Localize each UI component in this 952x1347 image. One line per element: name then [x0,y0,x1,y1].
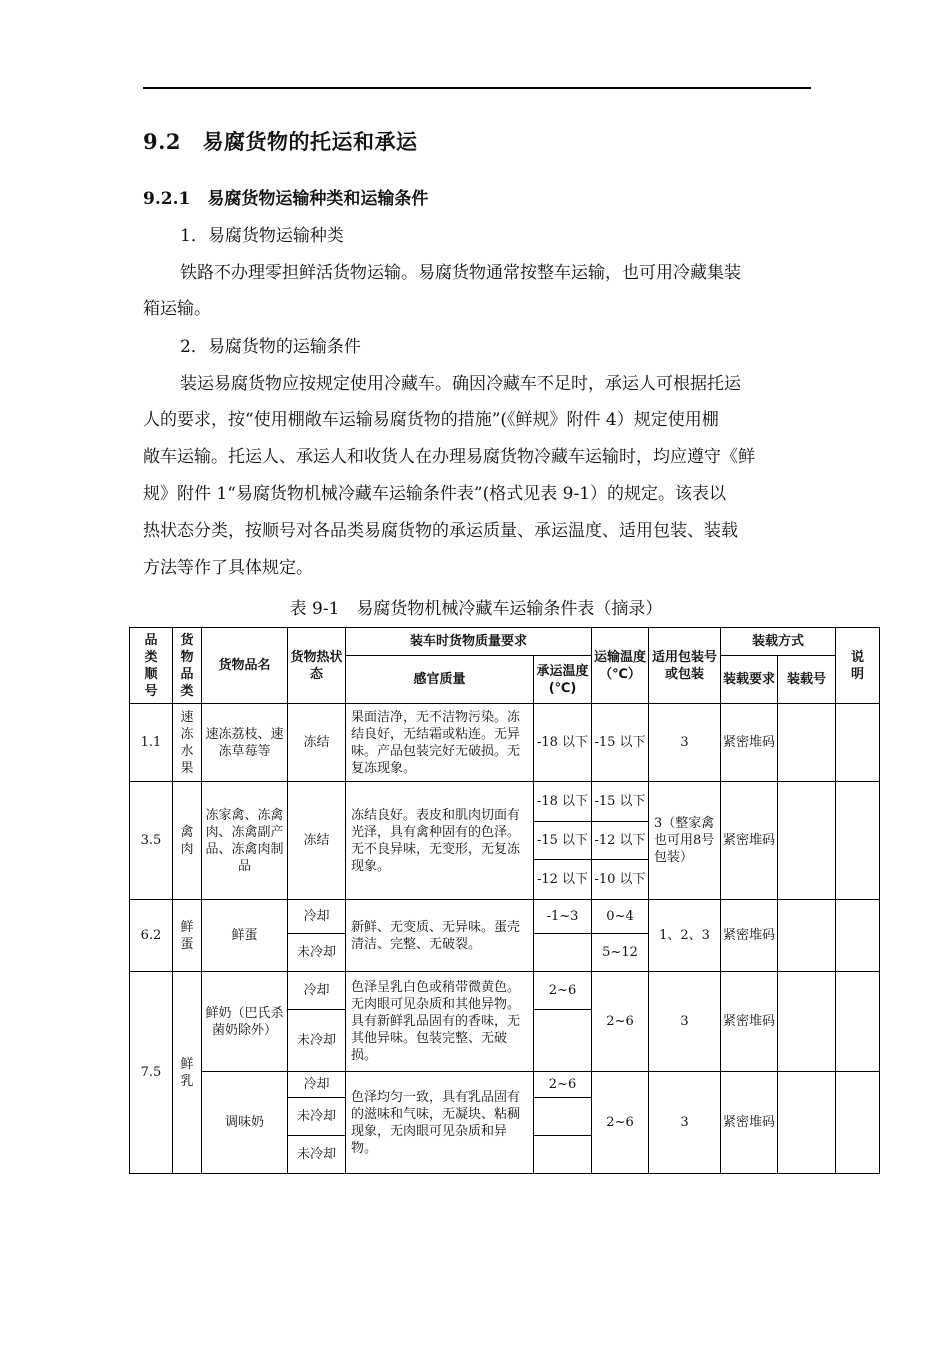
cell-transport-temp: 2~6 [592,972,649,1072]
cell-packaging: 3 [649,1072,721,1174]
cell-remark [836,900,880,972]
cell-category: 禽肉 [173,782,202,900]
cell-loading-req: 紧密堆码 [721,1072,778,1174]
paragraph: 1．易腐货物运输种类 [180,226,344,246]
cell-thermal: 未冷却 [288,1136,346,1174]
cell-accept-temp: 2~6 [534,972,592,1010]
header-transport-temp: 运输温度（℃） [592,628,649,704]
cell-loading-no [778,900,836,972]
cell-transport-temp: -15 以下 [592,782,649,822]
header-packaging: 适用包装号或包装 [649,628,721,704]
section-title: 9.2 易腐货物的托运和承运 [143,129,418,154]
cell-transport-temp: 5~12 [592,934,649,972]
cell-remark [836,1072,880,1174]
cell-sensory: 新鲜、无变质、无异味。蛋壳清洁、完整、无破裂。 [346,900,534,972]
cell-thermal: 冻结 [288,782,346,900]
cell-no: 6.2 [130,900,173,972]
subsection-title: 9.2.1 易腐货物运输种类和运输条件 [143,189,429,209]
cell-loading-req: 紧密堆码 [721,782,778,900]
cell-no: 3.5 [130,782,173,900]
cell-loading-req: 紧密堆码 [721,972,778,1072]
header-category: 货物品类 [173,628,202,704]
cell-transport-temp: -10 以下 [592,860,649,900]
cell-sensory: 果面洁净，无不洁物污染。冻结良好，无结霜或粘连。无异味。产品包装完好无破损。无复冻现象。 [346,704,534,782]
cell-name: 调味奶 [202,1072,288,1174]
cell-packaging: 1、2、3 [649,900,721,972]
cell-sensory: 冻结良好。表皮和肌肉切面有光泽，具有禽种固有的色泽。无不良异味，无变形，无复冻现象。 [346,782,534,900]
cell-accept-temp [534,934,592,972]
header-loading-group: 装载方式 [721,628,836,656]
cell-no: 7.5 [130,972,173,1174]
cell-name: 速冻荔枝、速冻草莓等 [202,704,288,782]
header-sensory: 感官质量 [346,656,534,704]
cell-no: 1.1 [130,704,173,782]
paragraph: 2．易腐货物的运输条件 [180,337,361,357]
paragraph: 人的要求，按“使用棚敞车运输易腐货物的措施”(《鲜规》附件 4）规定使用棚 [143,410,719,430]
cell-loading-no [778,782,836,900]
paragraph: 规》附件 1“易腐货物机械冷藏车运输条件表”(格式见表 9-1）的规定。该表以 [143,484,727,504]
cell-remark [836,782,880,900]
table-row [130,704,880,782]
header-accept-temp: 承运温度(℃) [534,656,592,704]
cell-category: 鲜蛋 [173,900,202,972]
cell-transport-temp: -12 以下 [592,822,649,860]
cell-thermal: 冷却 [288,900,346,934]
paragraph: 方法等作了具体规定。 [143,558,313,578]
header-row [130,628,880,656]
cell-accept-temp: 2~6 [534,1072,592,1098]
cell-transport-temp: 0~4 [592,900,649,934]
cell-name: 鲜蛋 [202,900,288,972]
cell-loading-req: 紧密堆码 [721,900,778,972]
cell-category: 速冻水果 [173,704,202,782]
cell-accept-temp: -18 以下 [534,782,592,822]
header-quality-group: 装车时货物质量要求 [346,628,592,656]
cell-sensory: 色泽均匀一致，具有乳品固有的滋味和气味，无凝块、粘稠现象，无肉眼可见杂质和异物。 [346,1072,534,1174]
cell-packaging: 3（整家禽也可用8号包装） [649,782,721,900]
header-category-no: 品类顺号 [130,628,173,704]
cell-loading-no [778,704,836,782]
cell-accept-temp: -12 以下 [534,860,592,900]
cell-remark [836,972,880,1072]
cell-transport-temp: -15 以下 [592,704,649,782]
cell-thermal: 冻结 [288,704,346,782]
cell-category: 鲜乳 [173,972,202,1174]
cell-accept-temp [534,1136,592,1174]
cell-thermal: 冷却 [288,1072,346,1098]
table-row [130,782,880,822]
cell-name: 鲜奶（巴氏杀菌奶除外） [202,972,288,1072]
paragraph: 铁路不办理零担鲜活货物运输。易腐货物通常按整车运输，也可用冷藏集装 [180,263,741,283]
paragraph: 箱运输。 [143,299,211,319]
header-loading-req: 装载要求 [721,656,778,704]
cell-accept-temp: -15 以下 [534,822,592,860]
cell-thermal: 冷却 [288,972,346,1010]
paragraph: 热状态分类，按顺号对各品类易腐货物的承运质量、承运温度、适用包装、装载 [143,521,738,541]
cell-packaging: 3 [649,972,721,1072]
cell-thermal: 未冷却 [288,1010,346,1072]
table-caption: 表 9-1 易腐货物机械冷藏车运输条件表（摘录） [289,599,663,619]
header-name: 货物品名 [202,628,288,704]
cell-thermal: 未冷却 [288,934,346,972]
paragraph: 装运易腐货物应按规定使用冷藏车。确因冷藏车不足时，承运人可根据托运 [180,374,741,394]
header-remark: 说明 [836,628,880,704]
cell-transport-temp: 2~6 [592,1072,649,1174]
table-row [130,972,880,1010]
cell-sensory: 色泽呈乳白色或稍带微黄色。无肉眼可见杂质和其他异物。具有新鲜乳品固有的香味，无其他异味。包装完整、无破损。 [346,972,534,1072]
cell-packaging: 3 [649,704,721,782]
table-row [130,900,880,934]
cell-loading-no [778,972,836,1072]
cell-accept-temp [534,1098,592,1136]
cell-loading-no [778,1072,836,1174]
header-rule [143,87,811,89]
cell-accept-temp [534,1010,592,1072]
header-loading-no: 装载号 [778,656,836,704]
cell-loading-req: 紧密堆码 [721,704,778,782]
cell-accept-temp: -1~3 [534,900,592,934]
cell-thermal: 未冷却 [288,1098,346,1136]
paragraph: 敞车运输。托运人、承运人和收货人在办理易腐货物冷藏车运输时，均应遵守《鲜 [143,447,755,467]
transport-conditions-table [129,627,880,1174]
cell-accept-temp: -18 以下 [534,704,592,782]
header-thermal: 货物热状态 [288,628,346,704]
cell-remark [836,704,880,782]
table-row [130,1072,880,1098]
cell-name: 冻家禽、冻禽肉、冻禽副产品、冻禽肉制品 [202,782,288,900]
